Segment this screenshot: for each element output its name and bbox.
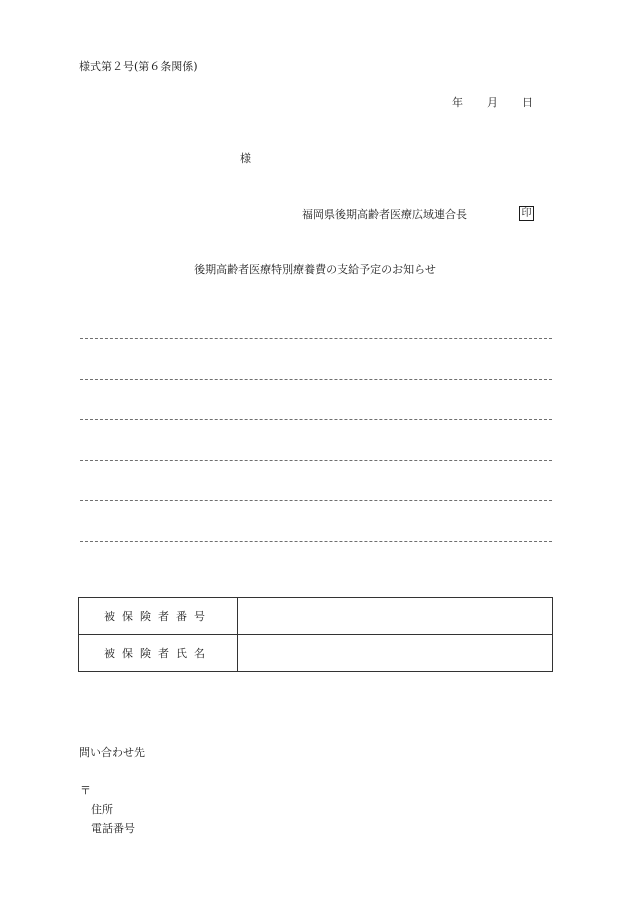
date-day-label: 日 bbox=[522, 96, 533, 109]
writing-line bbox=[80, 541, 552, 542]
table-row bbox=[79, 598, 553, 635]
writing-line bbox=[80, 419, 552, 420]
insured-number-field[interactable] bbox=[238, 598, 553, 635]
writing-line bbox=[80, 460, 552, 461]
table-row bbox=[79, 635, 553, 672]
postal-mark: 〒 bbox=[80, 784, 91, 797]
phone-label: 電話番号 bbox=[91, 822, 135, 835]
form-number: 様式第２号(第６条関係) bbox=[79, 60, 198, 73]
date-year-label: 年 bbox=[452, 96, 463, 109]
insured-number-label: 被保険者番号 bbox=[79, 598, 238, 635]
writing-line bbox=[80, 338, 552, 339]
seal-mark: 印 bbox=[519, 206, 534, 221]
issuer-name: 福岡県後期高齢者医療広域連合長 bbox=[302, 208, 467, 221]
insured-info-table bbox=[78, 597, 553, 672]
contact-heading: 問い合わせ先 bbox=[79, 746, 145, 759]
writing-line bbox=[80, 379, 552, 380]
date-line bbox=[452, 97, 533, 108]
writing-line bbox=[80, 500, 552, 501]
document-title: 後期高齢者医療特別療養費の支給予定のお知らせ bbox=[194, 263, 436, 276]
insured-name-field[interactable] bbox=[238, 635, 553, 672]
address-label: 住所 bbox=[91, 803, 113, 816]
addressee-suffix: 様 bbox=[240, 152, 251, 165]
date-month-label: 月 bbox=[487, 96, 498, 109]
insured-name-label: 被保険者氏名 bbox=[79, 635, 238, 672]
